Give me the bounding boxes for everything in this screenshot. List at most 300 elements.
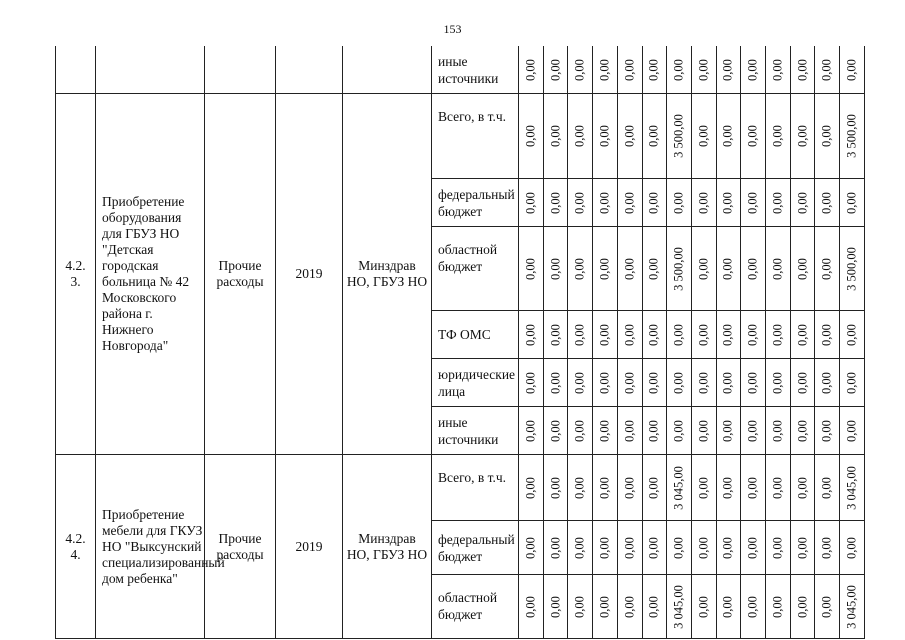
expense-type: Прочие расходы xyxy=(205,455,276,639)
value-text: 0,00 xyxy=(795,419,810,442)
value-text: 0,00 xyxy=(819,58,834,81)
value-text: 0,00 xyxy=(646,257,661,280)
value-text: 3 500,00 xyxy=(671,114,686,158)
value-text: 0,00 xyxy=(548,476,563,499)
value-text: 0,00 xyxy=(696,476,711,499)
value-cell xyxy=(643,455,668,521)
value-cell xyxy=(791,227,816,311)
value-cell xyxy=(717,359,742,407)
value-text: 0,00 xyxy=(720,191,735,214)
executor: Минздрав НО, ГБУЗ НО xyxy=(343,94,432,455)
value-cell xyxy=(643,46,668,94)
value-cell xyxy=(643,359,668,407)
value-cell xyxy=(519,311,544,359)
value-cell xyxy=(568,94,593,179)
value-cell xyxy=(766,227,791,311)
year: 2019 xyxy=(276,455,343,639)
value-text: 0,00 xyxy=(597,191,612,214)
value-text: 0,00 xyxy=(622,536,637,559)
value-text: 0,00 xyxy=(819,125,834,147)
value-text: 0,00 xyxy=(819,476,834,499)
value-cell xyxy=(568,359,593,407)
value-text: 0,00 xyxy=(696,595,711,618)
value-cell xyxy=(840,46,865,94)
value-cell xyxy=(667,521,692,575)
value-cell xyxy=(791,94,816,179)
page-number: 153 xyxy=(443,22,462,36)
value-cell xyxy=(544,407,569,455)
value-cell xyxy=(840,94,865,179)
value-cell xyxy=(840,575,865,639)
value-cell xyxy=(618,46,643,94)
value-text: 0,00 xyxy=(646,595,661,618)
value-text: 0,00 xyxy=(720,257,735,280)
value-cell xyxy=(815,455,840,521)
value-cell xyxy=(840,227,865,311)
value-cell xyxy=(667,575,692,639)
value-text: 0,00 xyxy=(720,536,735,559)
value-cell xyxy=(667,46,692,94)
value-cell xyxy=(815,575,840,639)
value-cell xyxy=(692,575,717,639)
value-text: 0,00 xyxy=(597,323,612,346)
value-text: 0,00 xyxy=(819,257,834,280)
value-text: 0,00 xyxy=(572,536,587,559)
value-text: 0,00 xyxy=(671,371,686,394)
value-cell xyxy=(643,227,668,311)
value-cell xyxy=(766,407,791,455)
value-cell xyxy=(618,359,643,407)
value-cell xyxy=(544,359,569,407)
value-text: 0,00 xyxy=(795,476,810,499)
value-cell xyxy=(643,575,668,639)
value-cell xyxy=(791,311,816,359)
value-text: 0,00 xyxy=(795,125,810,147)
value-cell xyxy=(791,46,816,94)
value-cell xyxy=(717,455,742,521)
value-cell xyxy=(568,407,593,455)
value-cell xyxy=(593,407,618,455)
value-cell xyxy=(667,179,692,227)
entry-name: Приобретение оборудования для ГБУЗ НО "Детская городская больница № 42 Московского района г. Нижнего Новгорода" xyxy=(96,94,205,455)
value-text: 0,00 xyxy=(795,58,810,81)
value-text: 0,00 xyxy=(745,595,760,618)
value-text: 0,00 xyxy=(523,58,538,81)
value-cell xyxy=(791,359,816,407)
value-text: 0,00 xyxy=(646,191,661,214)
continued-cell-expense xyxy=(205,46,276,94)
value-text: 0,00 xyxy=(646,536,661,559)
value-text: 0,00 xyxy=(523,191,538,214)
value-text: 0,00 xyxy=(622,125,637,147)
value-cell xyxy=(766,455,791,521)
value-cell xyxy=(618,227,643,311)
value-cell xyxy=(593,179,618,227)
value-text: 0,00 xyxy=(745,323,760,346)
value-cell xyxy=(544,521,569,575)
value-text: 0,00 xyxy=(819,191,834,214)
value-cell xyxy=(717,311,742,359)
value-cell xyxy=(568,46,593,94)
value-text: 0,00 xyxy=(523,419,538,442)
value-text: 0,00 xyxy=(646,323,661,346)
value-text: 0,00 xyxy=(548,371,563,394)
value-text: 0,00 xyxy=(770,419,785,442)
value-cell xyxy=(667,359,692,407)
value-cell xyxy=(815,359,840,407)
funding-source: федеральный бюджет xyxy=(432,179,519,227)
value-text: 0,00 xyxy=(671,419,686,442)
value-text: 0,00 xyxy=(720,419,735,442)
value-cell xyxy=(741,521,766,575)
value-text: 0,00 xyxy=(572,476,587,499)
value-cell xyxy=(667,227,692,311)
value-text: 0,00 xyxy=(819,536,834,559)
value-cell xyxy=(643,94,668,179)
value-cell xyxy=(544,179,569,227)
value-text: 0,00 xyxy=(844,371,859,394)
value-cell xyxy=(791,521,816,575)
value-text: 3 045,00 xyxy=(844,465,859,510)
value-text: 0,00 xyxy=(597,536,612,559)
value-text: 3 500,00 xyxy=(844,246,859,291)
funding-source: иные источники xyxy=(432,407,519,455)
value-cell xyxy=(741,311,766,359)
value-cell xyxy=(840,407,865,455)
value-text: 0,00 xyxy=(646,58,661,81)
value-text: 0,00 xyxy=(795,323,810,346)
value-text: 0,00 xyxy=(696,323,711,346)
value-text: 0,00 xyxy=(696,191,711,214)
value-cell xyxy=(544,575,569,639)
value-cell xyxy=(692,46,717,94)
value-cell xyxy=(593,46,618,94)
value-text: 0,00 xyxy=(770,58,785,81)
value-cell xyxy=(618,179,643,227)
value-text: 0,00 xyxy=(770,191,785,214)
value-cell xyxy=(741,227,766,311)
value-cell xyxy=(791,575,816,639)
value-text: 0,00 xyxy=(770,371,785,394)
value-text: 0,00 xyxy=(523,125,538,147)
value-cell xyxy=(840,311,865,359)
continued-cell-year xyxy=(276,46,343,94)
entry-number: 4.2. 4. xyxy=(55,455,96,639)
value-cell xyxy=(618,521,643,575)
value-text: 3 500,00 xyxy=(844,114,859,158)
value-cell xyxy=(791,455,816,521)
value-cell xyxy=(643,311,668,359)
value-text: 0,00 xyxy=(622,476,637,499)
funding-source: областной бюджет xyxy=(432,227,519,311)
value-text: 0,00 xyxy=(523,536,538,559)
value-text: 0,00 xyxy=(523,595,538,618)
value-cell xyxy=(568,575,593,639)
value-cell xyxy=(766,94,791,179)
value-cell xyxy=(544,46,569,94)
value-text: 0,00 xyxy=(819,595,834,618)
value-text: 0,00 xyxy=(548,419,563,442)
value-cell xyxy=(593,521,618,575)
value-cell xyxy=(667,407,692,455)
value-text: 0,00 xyxy=(646,419,661,442)
value-text: 0,00 xyxy=(572,257,587,280)
value-cell xyxy=(815,311,840,359)
value-text: 0,00 xyxy=(548,191,563,214)
value-cell xyxy=(741,575,766,639)
value-cell xyxy=(643,521,668,575)
value-cell xyxy=(717,46,742,94)
value-text: 3 045,00 xyxy=(671,465,686,510)
value-cell xyxy=(667,455,692,521)
funding-source: федеральный бюджет xyxy=(432,521,519,575)
year: 2019 xyxy=(276,94,343,455)
value-cell xyxy=(815,94,840,179)
value-text: 0,00 xyxy=(745,419,760,442)
value-text: 0,00 xyxy=(696,125,711,147)
value-text: 0,00 xyxy=(646,371,661,394)
value-cell xyxy=(766,575,791,639)
value-text: 0,00 xyxy=(745,536,760,559)
value-text: 0,00 xyxy=(795,536,810,559)
value-cell xyxy=(791,407,816,455)
value-cell xyxy=(717,94,742,179)
value-text: 0,00 xyxy=(770,595,785,618)
value-text: 3 500,00 xyxy=(671,246,686,291)
value-text: 0,00 xyxy=(572,371,587,394)
value-cell xyxy=(593,227,618,311)
value-text: 0,00 xyxy=(597,125,612,147)
value-text: 0,00 xyxy=(745,58,760,81)
value-text: 0,00 xyxy=(548,125,563,147)
funding-source: Всего, в т.ч. xyxy=(432,455,519,521)
value-text: 0,00 xyxy=(819,323,834,346)
value-text: 0,00 xyxy=(696,419,711,442)
value-cell xyxy=(815,407,840,455)
value-text: 0,00 xyxy=(720,476,735,499)
value-cell xyxy=(692,521,717,575)
value-text: 0,00 xyxy=(523,257,538,280)
value-cell xyxy=(815,179,840,227)
value-text: 0,00 xyxy=(597,58,612,81)
value-cell xyxy=(519,521,544,575)
value-cell xyxy=(766,311,791,359)
value-text: 0,00 xyxy=(720,371,735,394)
value-text: 0,00 xyxy=(646,476,661,499)
funding-source: иные источники xyxy=(432,46,519,94)
value-text: 0,00 xyxy=(844,191,859,214)
entry-name: Приобретение мебели для ГКУЗ НО "Выксунский специализированный дом ребенка" xyxy=(96,455,205,639)
value-cell xyxy=(593,359,618,407)
value-cell xyxy=(815,46,840,94)
value-text: 0,00 xyxy=(622,371,637,394)
value-cell xyxy=(618,455,643,521)
value-cell xyxy=(741,179,766,227)
value-text: 0,00 xyxy=(572,125,587,147)
value-cell xyxy=(717,179,742,227)
value-cell xyxy=(544,227,569,311)
value-text: 0,00 xyxy=(844,419,859,442)
value-text: 0,00 xyxy=(597,419,612,442)
value-cell xyxy=(519,94,544,179)
value-cell xyxy=(618,407,643,455)
value-cell xyxy=(741,359,766,407)
value-text: 0,00 xyxy=(720,323,735,346)
value-text: 0,00 xyxy=(745,125,760,147)
value-text: 0,00 xyxy=(597,371,612,394)
value-text: 0,00 xyxy=(720,125,735,147)
value-text: 0,00 xyxy=(770,125,785,147)
value-cell xyxy=(766,46,791,94)
value-text: 0,00 xyxy=(523,323,538,346)
value-text: 0,00 xyxy=(646,125,661,147)
value-cell xyxy=(568,455,593,521)
value-text: 0,00 xyxy=(572,323,587,346)
value-cell xyxy=(544,94,569,179)
value-cell xyxy=(840,179,865,227)
value-text: 0,00 xyxy=(795,371,810,394)
value-text: 0,00 xyxy=(597,595,612,618)
value-text: 0,00 xyxy=(671,536,686,559)
budget-table xyxy=(55,46,865,629)
value-cell xyxy=(568,521,593,575)
value-cell xyxy=(519,359,544,407)
value-cell xyxy=(692,455,717,521)
value-cell xyxy=(741,455,766,521)
value-text: 0,00 xyxy=(745,191,760,214)
value-text: 0,00 xyxy=(819,371,834,394)
value-cell xyxy=(643,179,668,227)
value-cell xyxy=(717,521,742,575)
value-cell xyxy=(840,359,865,407)
value-cell xyxy=(593,455,618,521)
value-text: 0,00 xyxy=(523,476,538,499)
value-text: 0,00 xyxy=(696,371,711,394)
value-cell xyxy=(815,521,840,575)
value-cell xyxy=(692,359,717,407)
value-text: 0,00 xyxy=(523,371,538,394)
value-text: 0,00 xyxy=(745,476,760,499)
value-text: 0,00 xyxy=(548,536,563,559)
value-text: 0,00 xyxy=(622,595,637,618)
value-cell xyxy=(618,311,643,359)
value-text: 0,00 xyxy=(622,257,637,280)
value-text: 0,00 xyxy=(795,257,810,280)
value-text: 0,00 xyxy=(548,257,563,280)
value-text: 0,00 xyxy=(622,191,637,214)
value-cell xyxy=(815,227,840,311)
value-cell xyxy=(692,311,717,359)
value-text: 0,00 xyxy=(548,58,563,81)
value-cell xyxy=(667,311,692,359)
value-text: 0,00 xyxy=(671,58,686,81)
value-cell xyxy=(741,94,766,179)
value-text: 0,00 xyxy=(671,191,686,214)
value-cell xyxy=(766,521,791,575)
value-cell xyxy=(544,311,569,359)
value-cell xyxy=(519,575,544,639)
value-text: 0,00 xyxy=(548,323,563,346)
value-cell xyxy=(519,407,544,455)
funding-source: Всего, в т.ч. xyxy=(432,94,519,179)
value-cell xyxy=(593,311,618,359)
value-cell xyxy=(593,94,618,179)
value-cell xyxy=(519,179,544,227)
funding-source: юридические лица xyxy=(432,359,519,407)
entry-number: 4.2. 3. xyxy=(55,94,96,455)
value-text: 0,00 xyxy=(770,257,785,280)
value-text: 0,00 xyxy=(548,595,563,618)
value-text: 0,00 xyxy=(770,476,785,499)
value-text: 0,00 xyxy=(671,323,686,346)
value-text: 0,00 xyxy=(720,58,735,81)
value-cell xyxy=(840,455,865,521)
value-cell xyxy=(519,227,544,311)
value-text: 0,00 xyxy=(622,323,637,346)
expense-type: Прочие расходы xyxy=(205,94,276,455)
value-cell xyxy=(568,179,593,227)
value-text: 0,00 xyxy=(795,191,810,214)
value-cell xyxy=(717,407,742,455)
value-cell xyxy=(741,407,766,455)
value-text: 0,00 xyxy=(572,595,587,618)
value-text: 0,00 xyxy=(745,371,760,394)
funding-source: областной бюджет xyxy=(432,575,519,639)
continued-cell-number xyxy=(55,46,96,94)
value-cell xyxy=(568,227,593,311)
value-text: 0,00 xyxy=(597,476,612,499)
value-text: 0,00 xyxy=(770,536,785,559)
value-cell xyxy=(717,227,742,311)
value-text: 0,00 xyxy=(696,257,711,280)
value-text: 0,00 xyxy=(572,191,587,214)
value-cell xyxy=(519,455,544,521)
value-cell xyxy=(717,575,742,639)
value-cell xyxy=(593,575,618,639)
value-cell xyxy=(766,179,791,227)
executor: Минздрав НО, ГБУЗ НО xyxy=(343,455,432,639)
funding-source: ТФ ОМС xyxy=(432,311,519,359)
value-text: 0,00 xyxy=(819,419,834,442)
value-text: 0,00 xyxy=(622,58,637,81)
value-text: 0,00 xyxy=(795,595,810,618)
value-text: 3 045,00 xyxy=(671,584,686,629)
value-cell xyxy=(544,455,569,521)
value-text: 0,00 xyxy=(844,58,859,81)
value-cell xyxy=(766,359,791,407)
value-cell xyxy=(840,521,865,575)
value-cell xyxy=(692,179,717,227)
value-text: 0,00 xyxy=(622,419,637,442)
value-cell xyxy=(667,94,692,179)
value-text: 0,00 xyxy=(597,257,612,280)
value-text: 0,00 xyxy=(696,58,711,81)
value-cell xyxy=(741,46,766,94)
value-cell xyxy=(791,179,816,227)
value-cell xyxy=(692,227,717,311)
continued-cell-executor xyxy=(343,46,432,94)
value-text: 0,00 xyxy=(770,323,785,346)
value-text: 0,00 xyxy=(844,323,859,346)
value-cell xyxy=(692,407,717,455)
value-text: 0,00 xyxy=(720,595,735,618)
value-text: 0,00 xyxy=(844,536,859,559)
continued-cell-name xyxy=(96,46,205,94)
value-text: 0,00 xyxy=(572,419,587,442)
value-cell xyxy=(692,94,717,179)
value-text: 0,00 xyxy=(696,536,711,559)
value-text: 0,00 xyxy=(572,58,587,81)
